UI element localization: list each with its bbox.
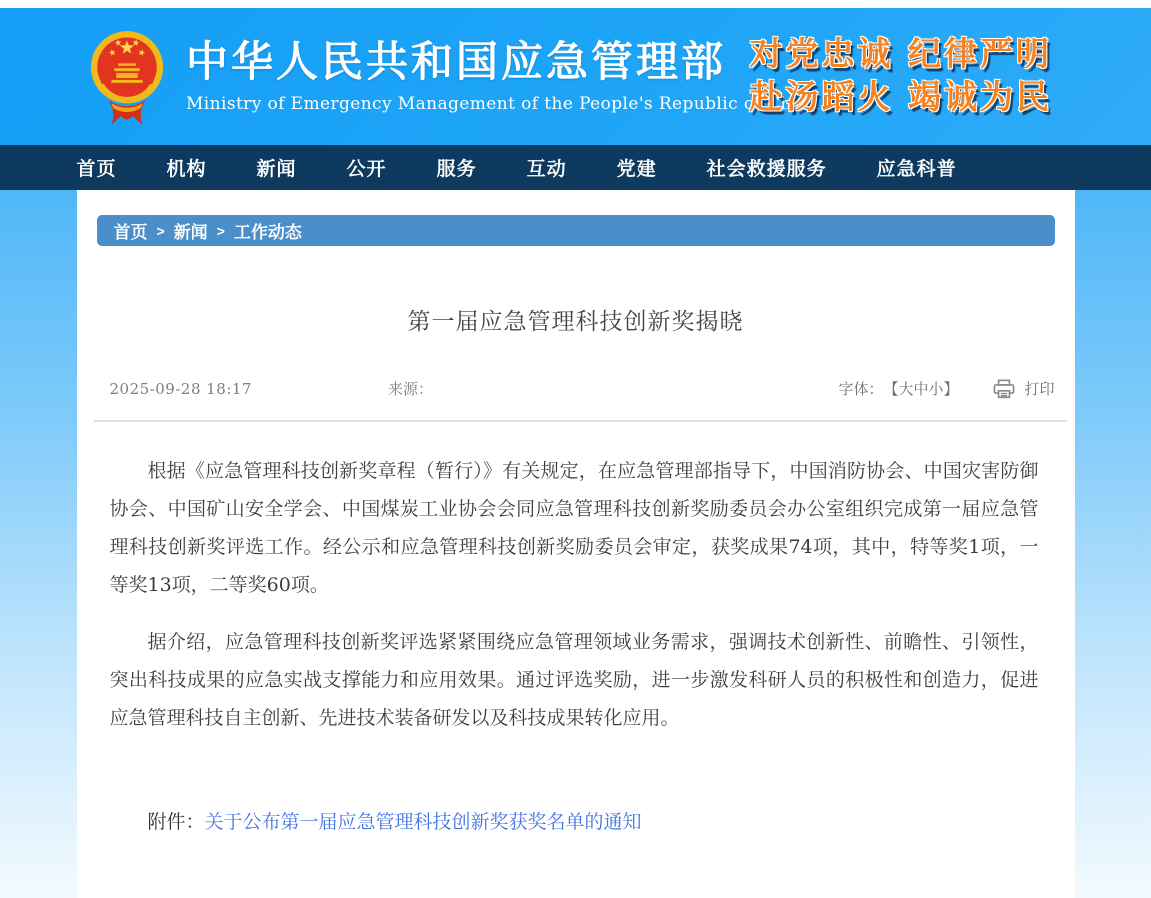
content-panel [77, 190, 1075, 898]
nav-item-interaction[interactable]: 互动 [526, 159, 567, 180]
breadcrumb-separator: > [156, 222, 165, 239]
breadcrumb-news[interactable]: 新闻 [173, 223, 208, 242]
print-label: 打印 [1024, 380, 1055, 398]
top-strip [0, 0, 1151, 8]
header-titles [186, 39, 819, 113]
attachment-label: 附件： [147, 811, 205, 833]
article-paragraph: 根据《应急管理科技创新奖章程（暂行）》有关规定，在应急管理部指导下，中国消防协会、中国灾害防御协会、中国矿山安全学会、中国煤炭工业协会会同应急管理科技创新奖励委员会办公室组织完成第一届应急管理科技创新奖评选工作。经公示和应急管理科技创新奖励委员会审定，获奖成果74项，其中，特等奖1项，一等奖13项，二等奖60项。 [109, 460, 1039, 596]
national-emblem-logo[interactable] [88, 25, 166, 129]
breadcrumb-current-work-updates: 工作动态 [233, 223, 302, 242]
article-meta-row [77, 378, 1075, 399]
source-label: 来源： [387, 380, 433, 398]
breadcrumb [97, 215, 1055, 246]
breadcrumb-separator: > [216, 222, 225, 239]
nav-item-social-rescue[interactable]: 社会救援服务 [706, 159, 827, 180]
article-title: 第一届应急管理科技创新奖揭晓 [407, 308, 744, 334]
meta-right [838, 378, 1054, 399]
printer-icon [993, 379, 1015, 399]
nav-item-emergency-science[interactable]: 应急科普 [876, 159, 957, 180]
print-button[interactable] [993, 378, 1054, 399]
article [77, 221, 1075, 841]
slogan-line-1: 对党忠诚 纪律严明 [749, 34, 1052, 73]
attachment-link[interactable]: 关于公布第一届应急管理科技创新奖获奖名单的通知 [204, 811, 642, 833]
slogan-line-2: 赴汤蹈火 竭诚为民 [749, 77, 1052, 116]
china-national-emblem-icon [88, 25, 166, 129]
nav-inner [77, 154, 1075, 181]
breadcrumb-home[interactable]: 首页 [113, 223, 148, 242]
article-body [77, 422, 1075, 841]
nav-item-party-building[interactable]: 党建 [616, 159, 657, 180]
nav-item-organization[interactable]: 机构 [166, 159, 207, 180]
site-subtitle-english: Ministry of Emergency Management of the People's Republic of China [186, 93, 820, 114]
main-navigation [0, 145, 1151, 190]
nav-item-services[interactable]: 服务 [436, 159, 477, 180]
font-size-label: 字体： [838, 380, 884, 398]
nav-item-disclosure[interactable]: 公开 [346, 159, 387, 180]
nav-item-home[interactable]: 首页 [76, 159, 117, 180]
site-title: 中华人民共和国应急管理部 [186, 38, 727, 86]
site-header [0, 8, 1151, 145]
attachment-row [110, 803, 1039, 841]
header-slogan [750, 32, 1053, 118]
meta-left [110, 378, 434, 399]
article-paragraph: 据介绍，应急管理科技创新奖评选紧紧围绕应急管理领域业务需求，强调技术创新性、前瞻性、引领性，突出科技成果的应急实战支撑能力和应用效果。通过评选奖励，进一步激发科研人员的积极性和创造力，促进应急管理科技自主创新、先进技术装备研发以及科技成果转化应用。 [109, 631, 1039, 729]
nav-item-news[interactable]: 新闻 [256, 159, 297, 180]
publish-date: 2025-09-28 18:17 [109, 379, 252, 398]
font-size-switcher[interactable]: 【大中小】 [883, 380, 959, 398]
